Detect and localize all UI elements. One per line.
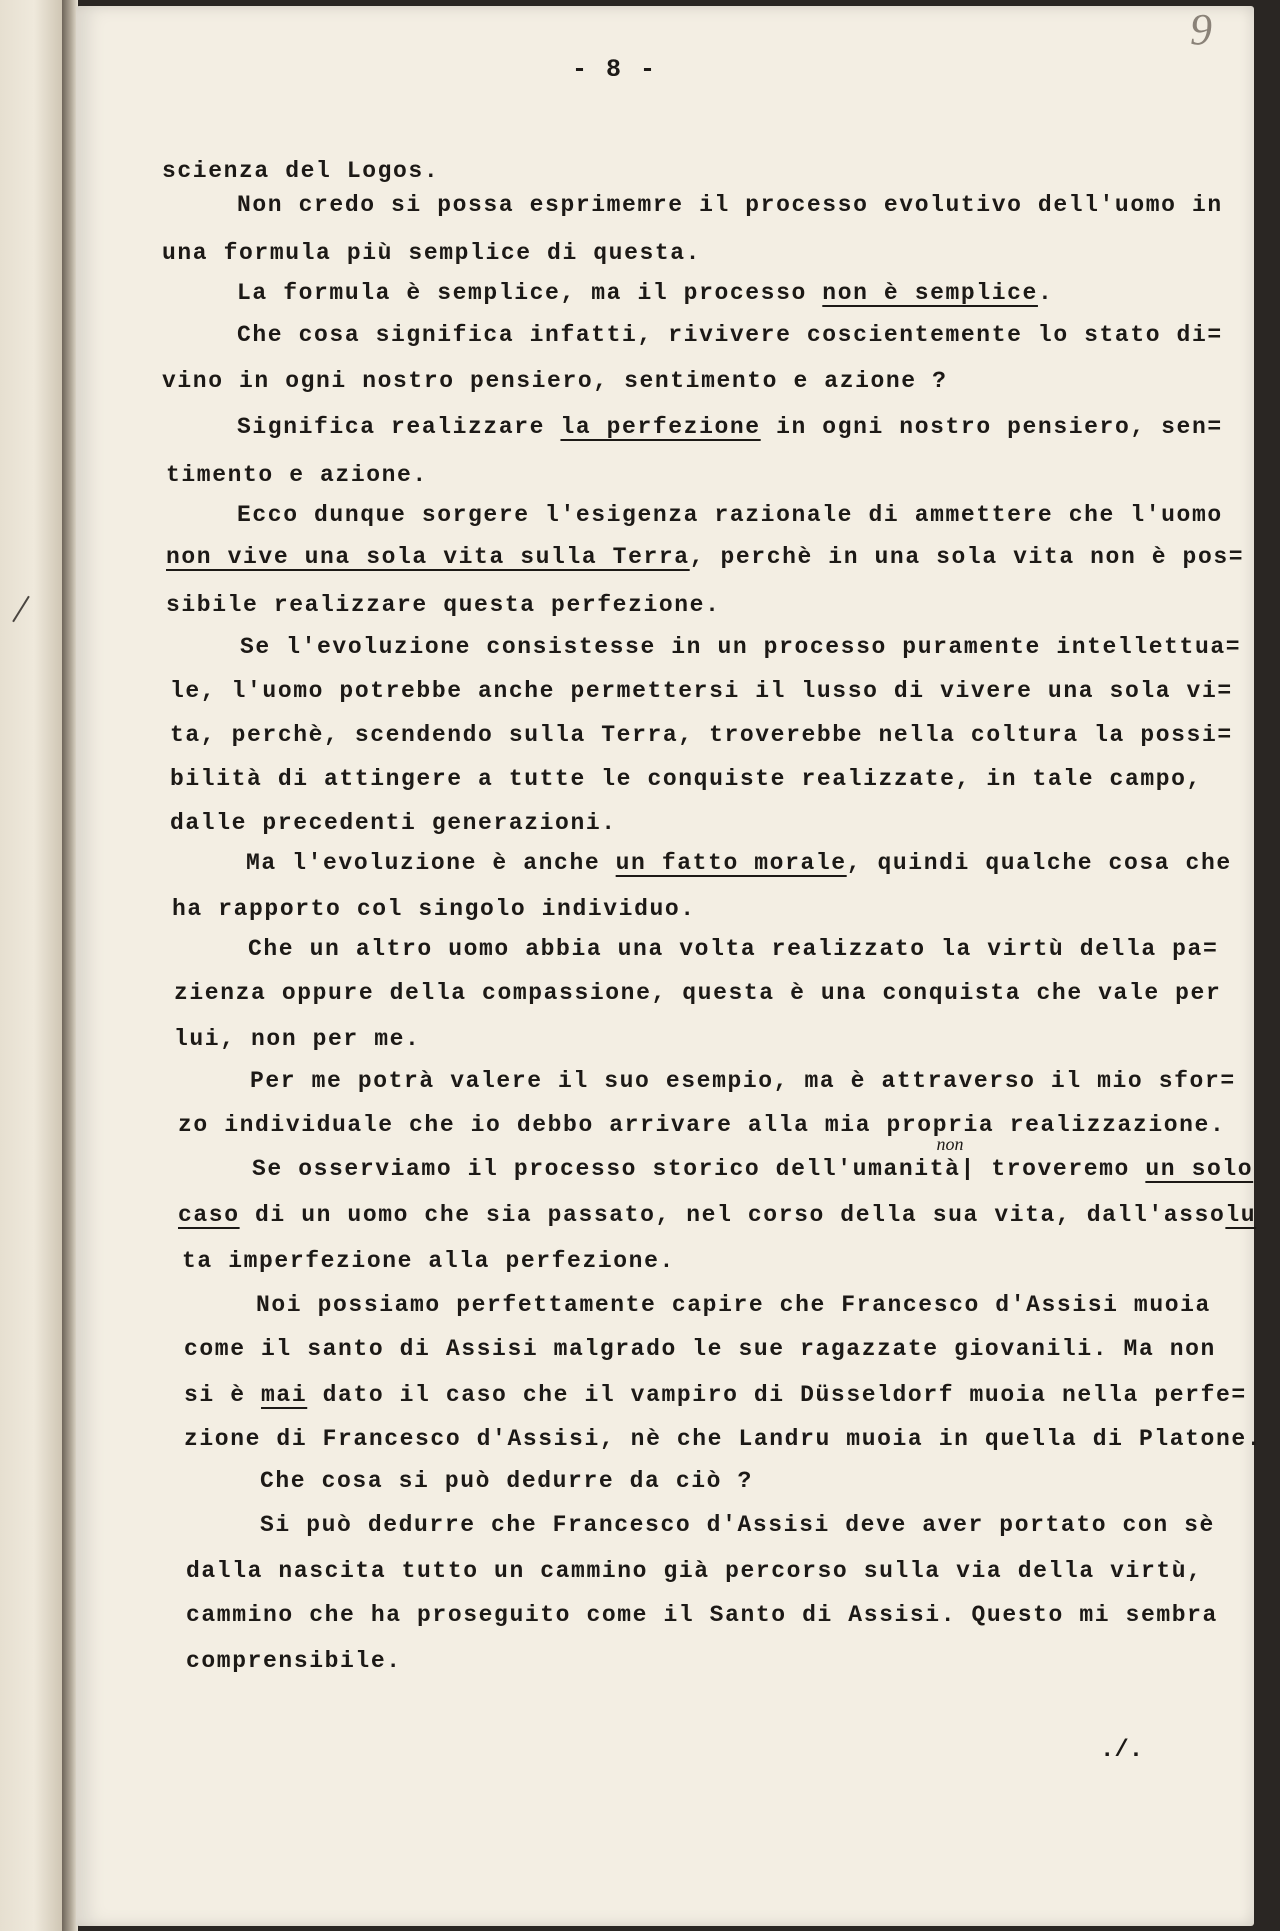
text-line: come il santo di Assisi malgrado le sue ragazzate giovanili. Ma non [184, 1336, 1216, 1362]
text-line: non vive una sola vita sulla Terra, perchè in una sola vita non è pos= [166, 544, 1245, 570]
text-line: sibile realizzare questa perfezione. [166, 592, 721, 618]
text-line: caso di un uomo che sia passato, nel corso della sua vita, dall'assolu [178, 1202, 1257, 1228]
underlined-phrase: lu [1225, 1202, 1257, 1228]
text-line: Se osserviamo il processo storico dell'umanità non | troveremo un solo [252, 1134, 1254, 1182]
text-line: Se l'evoluzione consistesse in un processo puramente intellettua= [240, 634, 1242, 660]
text-line: vino in ogni nostro pensiero, sentimento e azione ? [162, 368, 948, 394]
underlined-phrase: mai [261, 1382, 308, 1408]
text-line: Si può dedurre che Francesco d'Assisi deve aver portato con sè [260, 1512, 1215, 1538]
text-line: Ma l'evoluzione è anche un fatto morale, quindi qualche cosa che [246, 850, 1232, 876]
text-line: Che cosa si può dedurre da ciò ? [260, 1468, 753, 1494]
text-line: Non credo si possa esprimemre il processo evolutivo dell'uomo in [237, 192, 1223, 218]
text-line: Che cosa significa infatti, rivivere coscientemente lo stato di= [237, 322, 1223, 348]
underlined-phrase: non vive una sola vita sulla Terra [166, 544, 690, 570]
text-line: La formula è semplice, ma il processo non è semplice. [237, 280, 1054, 306]
text-line: comprensibile. [186, 1648, 402, 1674]
text-line: Significa realizzare la perfezione in ogni nostro pensiero, sen= [237, 414, 1223, 440]
text-line: si è mai dato il caso che il vampiro di Düsseldorf muoia nella perfe= [184, 1382, 1247, 1408]
text-line: scienza del Logos. [162, 158, 440, 184]
text-line: cammino che ha proseguito come il Santo di Assisi. Questo mi sembra [186, 1602, 1218, 1628]
text-line: ta, perchè, scendendo sulla Terra, troverebbe nella coltura la possi= [170, 722, 1233, 748]
text-line: una formula più semplice di questa. [162, 240, 702, 266]
text-line: Ecco dunque sorgere l'esigenza razionale di ammettere che l'uomo [237, 502, 1223, 528]
page-number: - 8 - [572, 55, 658, 84]
facing-page-edge [0, 0, 62, 1931]
text-line: dalle precedenti generazioni. [170, 810, 617, 836]
text-line: zienza oppure della compassione, questa è una conquista che vale per [174, 980, 1222, 1006]
continuation-mark: ./. [1100, 1737, 1144, 1764]
text-line: Per me potrà valere il suo esempio, ma è attraverso il mio sfor= [250, 1068, 1236, 1094]
text-line: lui, non per me. [174, 1026, 421, 1052]
underlined-phrase: non è semplice [822, 280, 1038, 306]
text-line: ha rapporto col singolo individuo. [172, 896, 696, 922]
text-line: le, l'uomo potrebbe anche permettersi il lusso di vivere una sola vi= [170, 678, 1233, 704]
underlined-phrase: un fatto morale [615, 850, 847, 876]
text-line: dalla nascita tutto un cammino già percorso sulla via della virtù, [186, 1558, 1203, 1584]
text-line: timento e azione. [166, 462, 428, 488]
text-line: ta imperfezione alla perfezione. [182, 1248, 675, 1274]
handwritten-folio-number: 9 [1190, 5, 1212, 54]
text-line: zo individuale che io debbo arrivare alla mia propria realizzazione. [178, 1112, 1226, 1138]
underlined-phrase: caso [178, 1202, 240, 1228]
underlined-phrase: la perfezione [560, 414, 761, 440]
text-line: bilità di attingere a tutte le conquiste realizzate, in tale campo, [170, 766, 1202, 792]
underlined-phrase: un solo [1145, 1156, 1254, 1182]
text-line: Noi possiamo perfettamente capire che Francesco d'Assisi muoia [256, 1292, 1211, 1318]
text-line: Che un altro uomo abbia una volta realizzato la virtù della pa= [248, 936, 1219, 962]
text-line: zione di Francesco d'Assisi, nè che Landru muoia in quella di Platone. [184, 1426, 1263, 1452]
handwritten-insertion: non | [936, 1134, 976, 1182]
